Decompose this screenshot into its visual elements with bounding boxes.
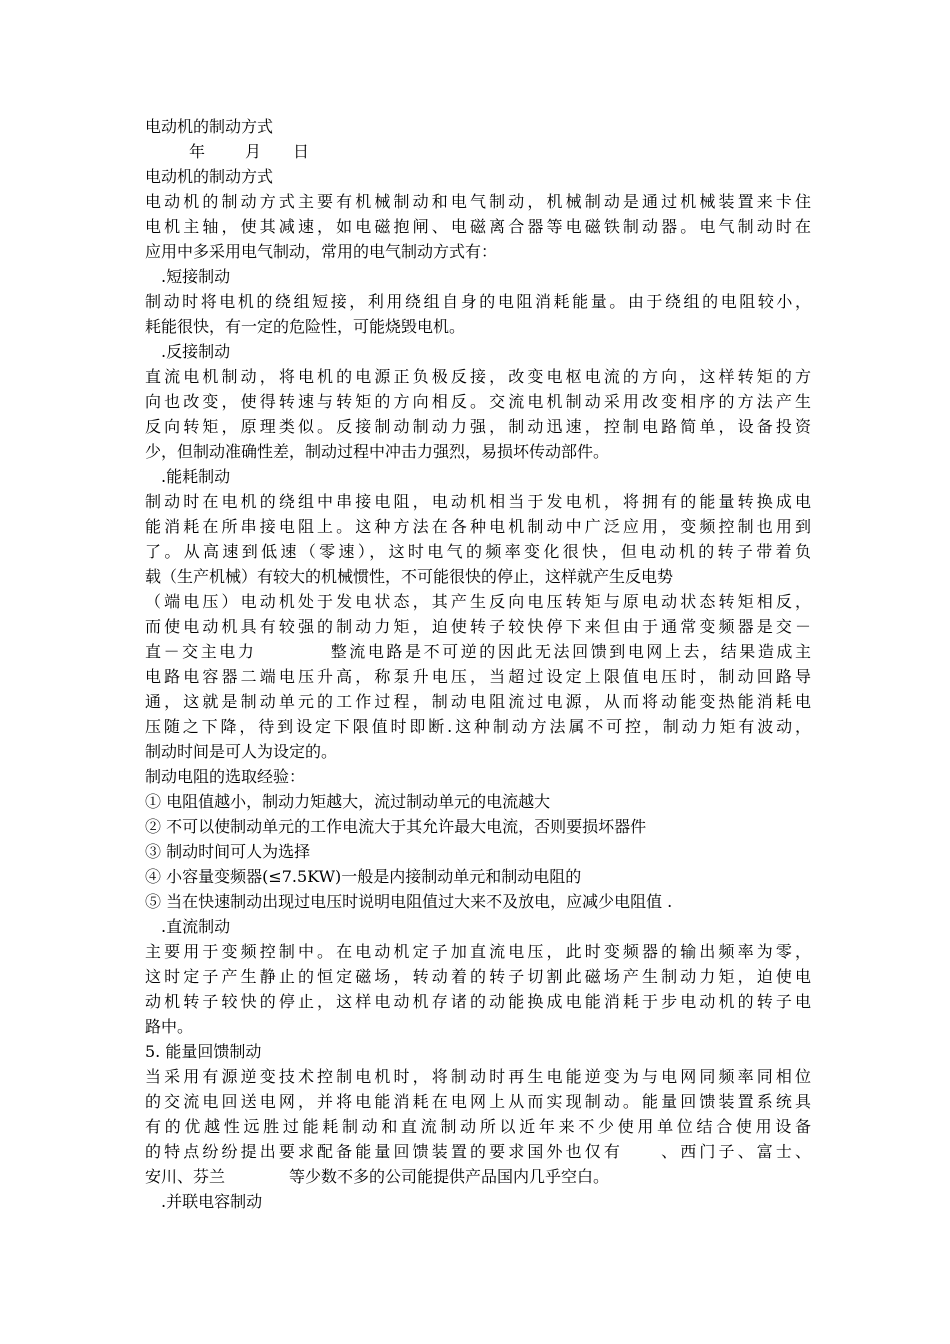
text-line: 有的优越性远胜过能耗制动和直流制动所以近年来不少使用单位结合使用设备 bbox=[145, 1117, 811, 1136]
subsection-heading: .短接制动 bbox=[161, 267, 231, 286]
text-line: 动机转子较快的停止，这样电动机存诸的动能换成电能消耗于步电动机的转子电 bbox=[145, 992, 811, 1011]
document-page bbox=[145, 114, 811, 1214]
text-line: 安川、芬兰 等少数不多的公司能提供产品国内几乎空白。 bbox=[145, 1167, 610, 1186]
subsection-heading: .并联电容制动 bbox=[161, 1192, 263, 1211]
text-line: ⑤ 当在快速制动出现过电压时说明电阻值过大来不及放电，应减少电阻值 . bbox=[145, 892, 673, 911]
text-line: 了。从高速到低速（零速），这时电气的频率变化很快，但电动机的转子带着负 bbox=[145, 542, 811, 561]
text-line: 耗能很快，有一定的危险性，可能烧毁电机。 bbox=[145, 317, 466, 336]
text-line: 这时定子产生静止的恒定磁场，转动着的转子切割此磁场产生制动力矩，迫使电 bbox=[145, 967, 811, 986]
section-heading: 电动机的制动方式 bbox=[145, 167, 274, 186]
text-line: 主要用于变频控制中。在电动机定子加直流电压，此时变频器的输出频率为零， bbox=[145, 942, 811, 961]
document-body bbox=[145, 189, 811, 1214]
text-line: 制动时将电机的绕组短接，利用绕组自身的电阻消耗能量。由于绕组的电阻较小， bbox=[145, 292, 811, 311]
text-line: 直－交主电力 整流电路是不可逆的因此无法回馈到电网上去，结果造成主 bbox=[145, 642, 811, 661]
text-line: 制动时间是可人为设定的。 bbox=[145, 742, 338, 761]
text-line: 制动时在电机的绕组中串接电阻，电动机相当于发电机，将拥有的能量转换成电 bbox=[145, 492, 811, 511]
text-line: 通，这就是制动单元的工作过程，制动电阻流过电源，从而将动能变热能消耗电 bbox=[145, 692, 811, 711]
text-line: 而使电动机具有较强的制动力矩，迫使转子较快停下来但由于通常变频器是交－ bbox=[145, 617, 811, 636]
text-line: 的特点纷纷提出要求配备能量回馈装置的要求国外也仅有 、西门子、富士、 bbox=[145, 1142, 811, 1161]
text-line: 反向转矩，原理类似。反接制动制动力强，制动迅速，控制电路简单，设备投资 bbox=[145, 417, 811, 436]
text-line: 载（生产机械）有较大的机械惯性，不可能很快的停止，这样就产生反电势 bbox=[145, 567, 674, 586]
text-line: （端电压）电动机处于发电状态，其产生反向电压转矩与原电动状态转矩相反， bbox=[145, 592, 811, 611]
text-line: 电路电容器二端电压升高，称泵升电压，当超过设定上限值电压时，制动回路导 bbox=[145, 667, 811, 686]
text-line: 压随之下降，待到设定下限值时即断.这种制动方法属不可控，制动力矩有波动， bbox=[145, 717, 811, 736]
text-line: 当采用有源逆变技术控制电机时，将制动时再生电能逆变为与电网同频率同相位 bbox=[145, 1067, 811, 1086]
text-line: 5. 能量回馈制动 bbox=[145, 1042, 262, 1061]
text-line: ③ 制动时间可人为选择 bbox=[145, 842, 311, 861]
subsection-heading: .直流制动 bbox=[161, 917, 231, 936]
text-line: 少，但制动准确性差，制动过程中冲击力强烈，易损坏传动部件。 bbox=[145, 442, 610, 461]
date-line bbox=[145, 139, 811, 164]
text-line: 向也改变，使得转速与转矩的方向相反。交流电机制动采用改变相序的方法产生 bbox=[145, 392, 811, 411]
date-month: 月 bbox=[245, 142, 262, 161]
date-day: 日 bbox=[293, 142, 310, 161]
document-title: 电动机的制动方式 bbox=[145, 117, 274, 136]
subsection-heading: .能耗制动 bbox=[161, 467, 231, 486]
date-year: 年 bbox=[189, 142, 206, 161]
text-line: ② 不可以使制动单元的工作电流大于其允许最大电流，否则要损坏器件 bbox=[145, 817, 647, 836]
text-line: 电动机的制动方式主要有机械制动和电气制动，机械制动是通过机械装置来卡住 bbox=[145, 192, 811, 211]
text-line: 的交流电回送电网，并将电能消耗在电网上从而实现制动。能量回馈装置系统具 bbox=[145, 1092, 811, 1111]
text-line: 制动电阻的选取经验： bbox=[145, 767, 306, 786]
text-line: 应用中多采用电气制动，常用的电气制动方式有： bbox=[145, 242, 498, 261]
subsection-heading: .反接制动 bbox=[161, 342, 231, 361]
text-line: 电机主轴，使其减速，如电磁抱闸、电磁离合器等电磁铁制动器。电气制动时在 bbox=[145, 217, 811, 236]
text-line: ① 电阻值越小，制动力矩越大，流过制动单元的电流越大 bbox=[145, 792, 551, 811]
text-line: 能消耗在所串接电阻上。这种方法在各种电机制动中广泛应用，变频控制也用到 bbox=[145, 517, 811, 536]
text-line: 直流电机制动，将电机的电源正负极反接，改变电枢电流的方向，这样转矩的方 bbox=[145, 367, 811, 386]
text-line: ④ 小容量变频器(≤7.5KW)一般是内接制动单元和制动电阻的 bbox=[145, 867, 582, 886]
text-line: 路中。 bbox=[145, 1017, 194, 1036]
